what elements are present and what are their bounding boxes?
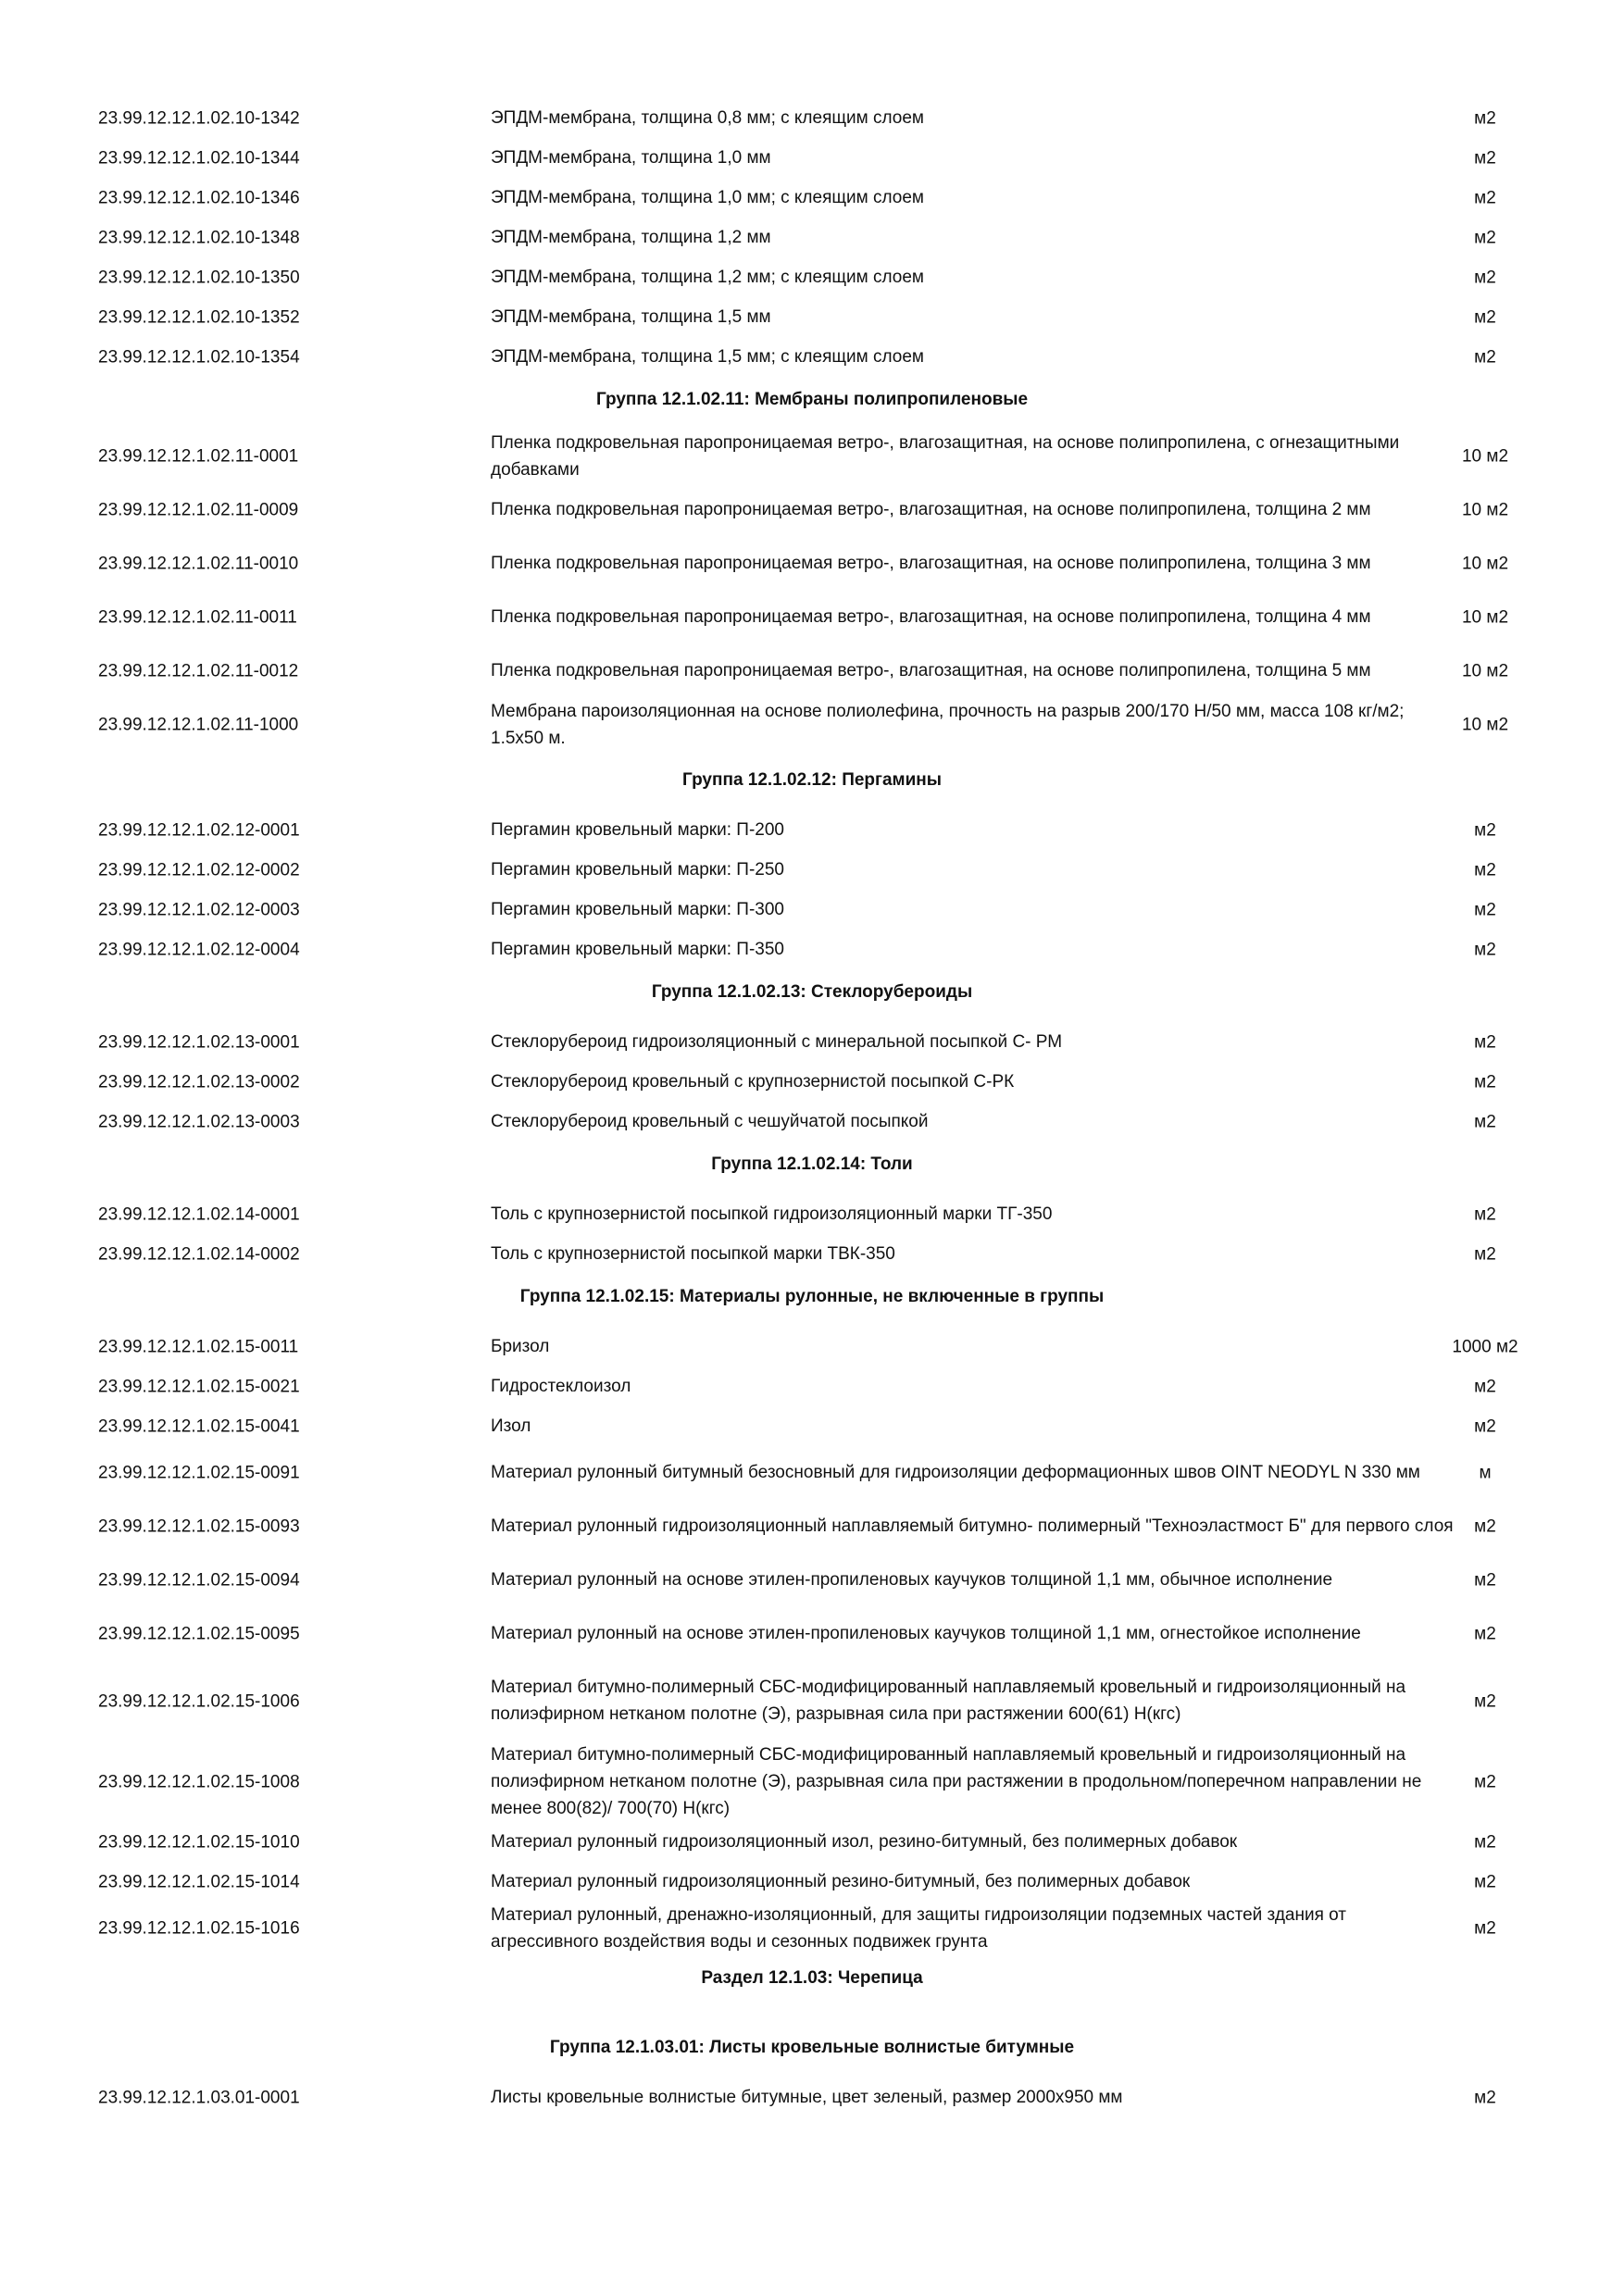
group-heading: Группа 12.1.03.01: Листы кровельные волнистые битумные (549, 2038, 1075, 2057)
table-row (0, 890, 1624, 930)
item-name: Материал рулонный, дренажно-изоляционный, для защиты гидроизоляции подземных частей здания от агрессивного воздействия воды и сезонных подвижек грунта (491, 1905, 1347, 1952)
item-code: 23.99.12.12.1.02.10-1354 (98, 347, 300, 367)
item-unit: м2 (1474, 940, 1496, 959)
item-name: Пергамин кровельный марки: П-200 (491, 820, 784, 840)
price-list-document (0, 98, 1624, 2117)
item-code: 23.99.12.12.1.02.15-0021 (98, 1377, 300, 1396)
group-heading: Группа 12.1.02.12: Пергамины (682, 770, 942, 790)
item-unit: м2 (1474, 1624, 1496, 1644)
item-name: Стеклорубероид кровельный с крупнозернистой посыпкой С-РК (491, 1072, 1015, 1092)
item-name: Материал битумно-полимерный СБС-модифицированный наплавляемый кровельный и гидроизоляционный на полиэфирном нетканом полотне (Э), разрывная сила при растяжении 600(61) Н(кгс) (491, 1678, 1406, 1724)
item-name: Пергамин кровельный марки: П-250 (491, 860, 784, 880)
table-row (0, 1102, 1624, 1142)
item-name: Материал рулонный на основе этилен-пропиленовых каучуков толщиной 1,1 мм, обычное исполнение (491, 1570, 1333, 1590)
item-name: Материал рулонный гидроизоляционный изол, резино-битумный, без полимерных добавок (491, 1832, 1238, 1852)
item-code: 23.99.12.12.1.02.11-0011 (98, 607, 297, 628)
item-code: 23.99.12.12.1.02.14-0001 (98, 1204, 300, 1224)
item-name: ЭПДМ-мембрана, толщина 1,5 мм (491, 307, 771, 327)
item-unit: 10 м2 (1461, 446, 1509, 467)
item-code: 23.99.12.12.1.02.12-0003 (98, 900, 300, 919)
item-name: ЭПДМ-мембрана, толщина 1,0 мм (491, 148, 771, 168)
item-code: 23.99.12.12.1.02.14-0002 (98, 1244, 300, 1264)
table-row (0, 1862, 1624, 1902)
group-heading: Группа 12.1.02.11: Мембраны полипропиленовые (595, 390, 1029, 409)
item-unit: м2 (1474, 1377, 1496, 1396)
table-row (0, 1406, 1624, 1446)
section-heading: Раздел 12.1.03: Черепица (701, 1968, 923, 1988)
item-code: 23.99.12.12.1.02.15-0095 (98, 1624, 300, 1644)
table-row (0, 483, 1624, 537)
table-row (0, 1366, 1624, 1406)
item-code: 23.99.12.12.1.02.12-0004 (98, 940, 300, 959)
group-heading: Группа 12.1.02.15: Материалы рулонные, не включенные в группы (519, 1287, 1105, 1306)
item-name: Пленка подкровельная паропроницаемая ветро-, влагозащитная, на основе полипропилена, толщина 4 мм (491, 607, 1371, 627)
item-code: 23.99.12.12.1.02.11-0012 (98, 661, 299, 681)
item-name: Гидростеклоизол (491, 1377, 631, 1396)
item-name: Материал рулонный битумный безосновный для гидроизоляции деформационных швов OINT NEODYL N 330 мм (491, 1463, 1420, 1482)
table-row (0, 1500, 1624, 1554)
table-row (0, 178, 1624, 218)
item-code: 23.99.12.12.1.02.11-1000 (98, 715, 299, 735)
item-code: 23.99.12.12.1.02.12-0001 (98, 820, 300, 840)
item-code: 23.99.12.12.1.02.15-0094 (98, 1570, 300, 1591)
item-code: 23.99.12.12.1.02.13-0002 (98, 1072, 300, 1092)
item-code: 23.99.12.12.1.02.15-0011 (98, 1337, 299, 1356)
table-row (0, 1194, 1624, 1234)
table-row (0, 2078, 1624, 2117)
item-code: 23.99.12.12.1.02.12-0002 (98, 860, 300, 880)
item-unit: м2 (1474, 900, 1496, 919)
item-unit: м2 (1474, 108, 1496, 128)
item-unit: м2 (1474, 1570, 1496, 1591)
item-code: 23.99.12.12.1.02.15-1014 (98, 1872, 300, 1891)
item-name: Толь с крупнозернистой посыпкой гидроизоляционный марки ТГ-350 (491, 1204, 1053, 1224)
group-heading: Группа 12.1.02.13: Стеклорубероиды (651, 982, 973, 1002)
table-row (0, 98, 1624, 138)
item-unit: 10 м2 (1461, 554, 1509, 574)
table-row (0, 1902, 1624, 1955)
item-unit: м2 (1474, 307, 1496, 327)
item-unit: м2 (1474, 1516, 1496, 1537)
table-row (0, 810, 1624, 850)
item-code: 23.99.12.12.1.02.15-1016 (98, 1918, 300, 1939)
item-name: ЭПДМ-мембрана, толщина 1,2 мм (491, 228, 771, 247)
item-code: 23.99.12.12.1.02.11-0010 (98, 554, 299, 574)
item-name: Толь с крупнозернистой посыпкой марки ТВК-350 (491, 1244, 895, 1264)
item-name: Пергамин кровельный марки: П-350 (491, 940, 784, 959)
item-name: Стеклорубероид гидроизоляционный с минеральной посыпкой С- РМ (491, 1032, 1063, 1052)
table-row (0, 1607, 1624, 1661)
item-unit: м2 (1474, 228, 1496, 247)
item-name: Пленка подкровельная паропроницаемая ветро-, влагозащитная, на основе полипропилена, с огнезащитными добавками (491, 433, 1400, 480)
item-name: ЭПДМ-мембрана, толщина 1,5 мм; с клеящим слоем (491, 347, 924, 367)
item-code: 23.99.12.12.1.02.11-0001 (98, 446, 299, 467)
item-code: 23.99.12.12.1.02.15-0041 (98, 1416, 300, 1436)
item-name: Пленка подкровельная паропроницаемая ветро-, влагозащитная, на основе полипропилена, толщина 2 мм (491, 500, 1371, 519)
table-row (0, 1446, 1624, 1500)
table-row (0, 1822, 1624, 1862)
table-row (0, 297, 1624, 337)
item-unit: м2 (1474, 1872, 1496, 1891)
table-row (0, 930, 1624, 969)
table-row (0, 430, 1624, 483)
item-unit: 10 м2 (1461, 715, 1509, 735)
item-unit: м2 (1474, 188, 1496, 207)
item-unit: м2 (1474, 148, 1496, 168)
item-unit: м2 (1474, 1072, 1496, 1092)
item-code: 23.99.12.12.1.02.10-1350 (98, 268, 300, 287)
item-name: ЭПДМ-мембрана, толщина 0,8 мм; с клеящим слоем (491, 108, 924, 128)
table-row (0, 698, 1624, 752)
item-name: ЭПДМ-мембрана, толщина 1,0 мм; с клеящим слоем (491, 188, 924, 207)
item-name: Материал рулонный гидроизоляционный резино-битумный, без полимерных добавок (491, 1872, 1191, 1891)
table-row (0, 1062, 1624, 1102)
table-row (0, 257, 1624, 297)
item-code: 23.99.12.12.1.02.15-1008 (98, 1772, 300, 1791)
item-code: 23.99.12.12.1.02.13-0001 (98, 1032, 300, 1052)
item-unit: м2 (1474, 1244, 1496, 1264)
item-code: 23.99.12.12.1.02.15-1010 (98, 1832, 300, 1852)
table-row (0, 138, 1624, 178)
item-unit: 1000 м2 (1452, 1337, 1518, 1356)
item-name: Материал битумно-полимерный СБС-модифицированный наплавляемый кровельный и гидроизоляционный на полиэфирном нетканом полотне (Э), разрывная сила при растяжении в продольном/поперечном направлении не менее 800(82)/ 700(70) Н(кгс) (491, 1745, 1422, 1818)
table-row (0, 1741, 1624, 1822)
item-name: Пленка подкровельная паропроницаемая ветро-, влагозащитная, на основе полипропилена, толщина 3 мм (491, 554, 1371, 573)
item-unit: м2 (1474, 1416, 1496, 1436)
item-code: 23.99.12.12.1.02.10-1342 (98, 108, 300, 128)
item-unit: м2 (1474, 1204, 1496, 1224)
item-name: Материал рулонный на основе этилен-пропиленовых каучуков толщиной 1,1 мм, огнестойкое исполнение (491, 1624, 1361, 1643)
item-unit: м2 (1474, 860, 1496, 880)
table-row (0, 850, 1624, 890)
item-unit: м2 (1474, 1832, 1496, 1852)
group-heading: Группа 12.1.02.14: Толи (711, 1154, 913, 1174)
table-row (0, 591, 1624, 644)
item-code: 23.99.12.12.1.02.10-1344 (98, 148, 300, 168)
table-row (0, 1661, 1624, 1741)
item-code: 23.99.12.12.1.02.13-0003 (98, 1112, 300, 1131)
table-row (0, 1022, 1624, 1062)
table-row (0, 1327, 1624, 1366)
item-unit: м2 (1474, 1691, 1496, 1711)
item-name: Мембрана пароизоляционная на основе полиолефина, прочность на разрыв 200/170 Н/50 мм, масса 108 кг/м2; 1.5x50 м. (491, 702, 1405, 748)
item-unit: м (1479, 1463, 1492, 1483)
item-unit: м2 (1474, 820, 1496, 840)
item-code: 23.99.12.12.1.02.10-1348 (98, 228, 300, 247)
table-row (0, 218, 1624, 257)
item-name: Пленка подкровельная паропроницаемая ветро-, влагозащитная, на основе полипропилена, толщина 5 мм (491, 661, 1371, 680)
item-unit: м2 (1474, 347, 1496, 367)
item-code: 23.99.12.12.1.02.11-0009 (98, 500, 299, 520)
table-row (0, 337, 1624, 377)
item-code: 23.99.12.12.1.03.01-0001 (98, 2088, 300, 2107)
item-name: Бризол (491, 1337, 550, 1356)
item-name: Материал рулонный гидроизоляционный наплавляемый битумно- полимерный "Техноэластмост Б" для первого слоя (491, 1516, 1454, 1536)
item-unit: м2 (1474, 268, 1496, 287)
item-unit: м2 (1474, 1112, 1496, 1131)
item-code: 23.99.12.12.1.02.10-1346 (98, 188, 300, 207)
item-name: Стеклорубероид кровельный с чешуйчатой посыпкой (491, 1112, 929, 1131)
item-name: Изол (491, 1416, 531, 1436)
item-code: 23.99.12.12.1.02.15-0093 (98, 1516, 300, 1537)
item-code: 23.99.12.12.1.02.10-1352 (98, 307, 300, 327)
item-unit: 10 м2 (1461, 500, 1509, 520)
item-unit: м2 (1474, 2088, 1496, 2107)
item-name: Пергамин кровельный марки: П-300 (491, 900, 784, 919)
table-row (0, 1234, 1624, 1274)
item-unit: м2 (1474, 1032, 1496, 1052)
item-unit: м2 (1474, 1918, 1496, 1939)
item-code: 23.99.12.12.1.02.15-1006 (98, 1691, 300, 1711)
item-name: Листы кровельные волнистые битумные, цвет зеленый, размер 2000х950 мм (491, 2088, 1123, 2107)
item-code: 23.99.12.12.1.02.15-0091 (98, 1463, 300, 1483)
item-unit: м2 (1474, 1772, 1496, 1791)
table-row (0, 537, 1624, 591)
item-unit: 10 м2 (1461, 661, 1509, 681)
table-row (0, 644, 1624, 698)
item-unit: 10 м2 (1461, 607, 1509, 628)
table-row (0, 1554, 1624, 1607)
item-name: ЭПДМ-мембрана, толщина 1,2 мм; с клеящим слоем (491, 268, 924, 287)
